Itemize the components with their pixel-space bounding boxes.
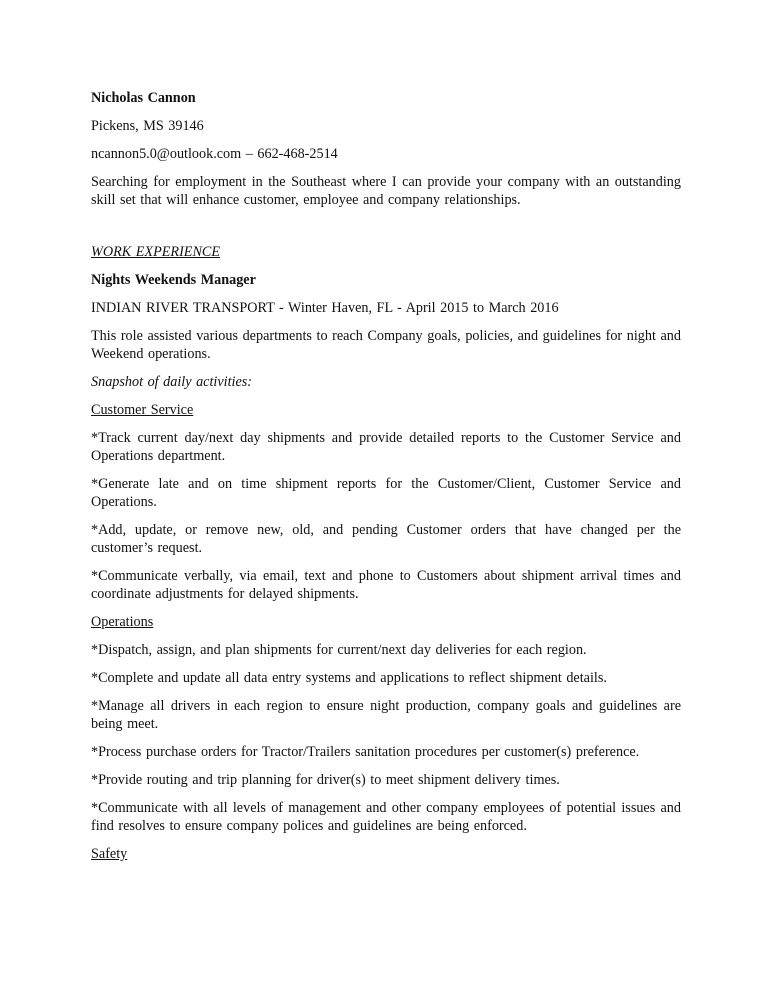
list-item: *Communicate with all levels of management and other company employees of potential issues and find resolves to ensure company polices and guidelines are being enforced. <box>91 800 681 834</box>
list-item: *Add, update, or remove new, old, and pending Customer orders that have changed per the customer’s request. <box>91 522 681 556</box>
applicant-contact: ncannon5.0@outlook.com – 662-468-2514 <box>91 146 338 162</box>
objective-statement: Searching for employment in the Southeast where I can provide your company with an outstanding skill set that will enhance customer, employee and company relationships. <box>91 174 681 208</box>
applicant-location: Pickens, MS 39146 <box>91 118 204 134</box>
employer-line: INDIAN RIVER TRANSPORT - Winter Haven, FL - April 2015 to March 2016 <box>91 300 559 316</box>
job-title: Nights Weekends Manager <box>91 272 256 288</box>
list-item: *Generate late and on time shipment reports for the Customer/Client, Customer Service and Operations. <box>91 476 681 510</box>
subsection-customer-service: Customer Service <box>91 402 194 418</box>
job-description: This role assisted various departments to reach Company goals, policies, and guidelines for night and Weekend operations. <box>91 328 681 362</box>
list-item: *Manage all drivers in each region to ensure night production, company goals and guidelines are being meet. <box>91 698 681 732</box>
list-item: *Dispatch, assign, and plan shipments for current/next day deliveries for each region. <box>91 642 587 658</box>
list-item: *Process purchase orders for Tractor/Trailers sanitation procedures per customer(s) preference. <box>91 744 640 760</box>
applicant-name: Nicholas Cannon <box>91 90 196 106</box>
subsection-operations: Operations <box>91 614 154 630</box>
list-item: *Communicate verbally, via email, text and phone to Customers about shipment arrival times and coordinate adjustments for delayed shipments. <box>91 568 681 602</box>
list-item: *Track current day/next day shipments and provide detailed reports to the Customer Service and Operations department. <box>91 430 681 464</box>
list-item: *Complete and update all data entry systems and applications to reflect shipment details. <box>91 670 607 686</box>
snapshot-label: Snapshot of daily activities: <box>91 374 253 390</box>
resume-content <box>91 89 681 873</box>
list-item: *Provide routing and trip planning for driver(s) to meet shipment delivery times. <box>91 772 560 788</box>
work-experience-heading: WORK EXPERIENCE <box>91 244 221 260</box>
subsection-safety: Safety <box>91 846 128 862</box>
